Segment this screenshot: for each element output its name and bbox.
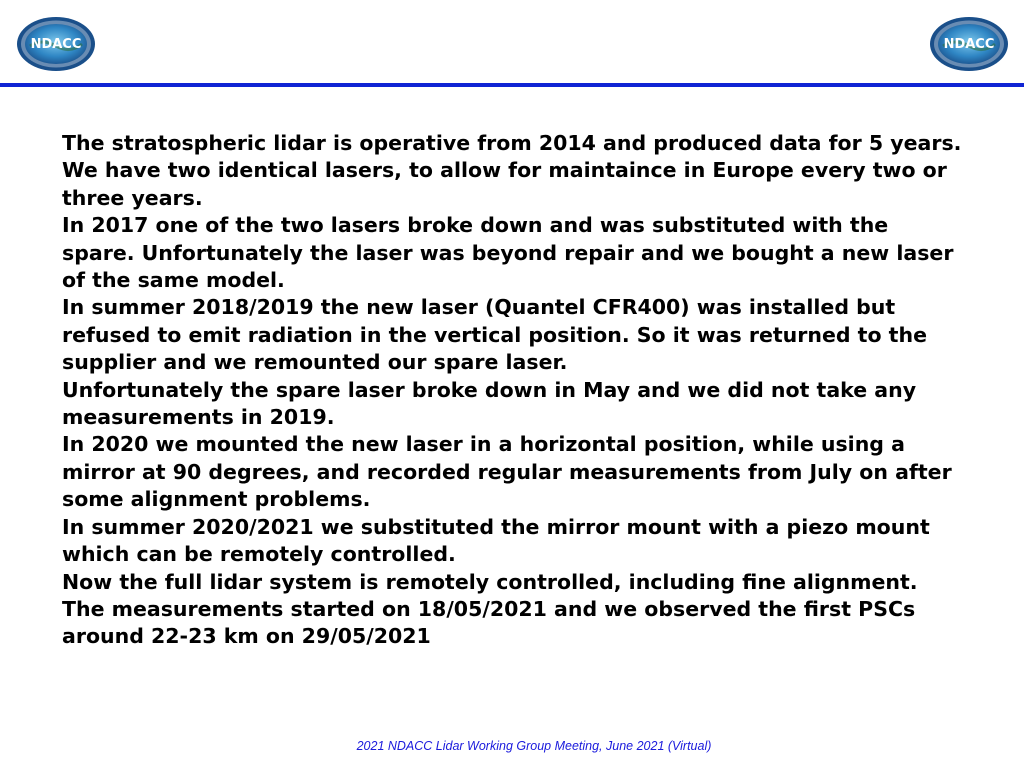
slide-footer: 2021 NDACC Lidar Working Group Meeting, June 2021 (Virtual)	[356, 739, 712, 753]
header-divider	[0, 83, 1024, 87]
ndacc-emblem-icon	[16, 16, 96, 72]
ndacc-emblem-icon	[929, 16, 1009, 72]
ndacc-logo-left	[16, 16, 96, 72]
paragraph-intro: The stratospheric lidar is operative from 2014 and produced data for 5 years. We have two identical lasers, to allow for maintaince in Europe every two or three years.	[62, 131, 962, 210]
paragraph-2020: In 2020 we mounted the new laser in a horizontal position, while using a mirror at 90 degrees, and recorded regular measurements from July on after some alignment problems.	[62, 432, 952, 512]
paragraph-2018-2019: In summer 2018/2019 the new laser (Quantel CFR400) was installed but refused to emit radiation in the vertical position. So it was returned to the supplier and we remounted our spare laser.	[62, 295, 927, 375]
paragraph-measurements: The measurements started on 18/05/2021 and we observed the first PSCs around 22-23 km on 29/05/2021	[62, 596, 916, 649]
paragraph-2017: In 2017 one of the two lasers broke down and was substituted with the spare. Unfortunately the laser was beyond repair and we bought a new laser of the same model.	[62, 213, 954, 293]
logo-text: NDACC	[943, 37, 995, 52]
paragraph-spare-breakdown: Unfortunately the spare laser broke down in May and we did not take any measurements in 2019.	[62, 377, 917, 430]
slide-body	[62, 130, 962, 651]
logo-text: NDACC	[30, 37, 82, 52]
paragraph-remote-control: Now the full lidar system is remotely controlled, including fine alignment.	[62, 569, 918, 594]
paragraph-2020-2021: In summer 2020/2021 we substituted the mirror mount with a piezo mount which can be remotely controlled.	[62, 514, 930, 567]
ndacc-logo-right	[929, 16, 1009, 72]
